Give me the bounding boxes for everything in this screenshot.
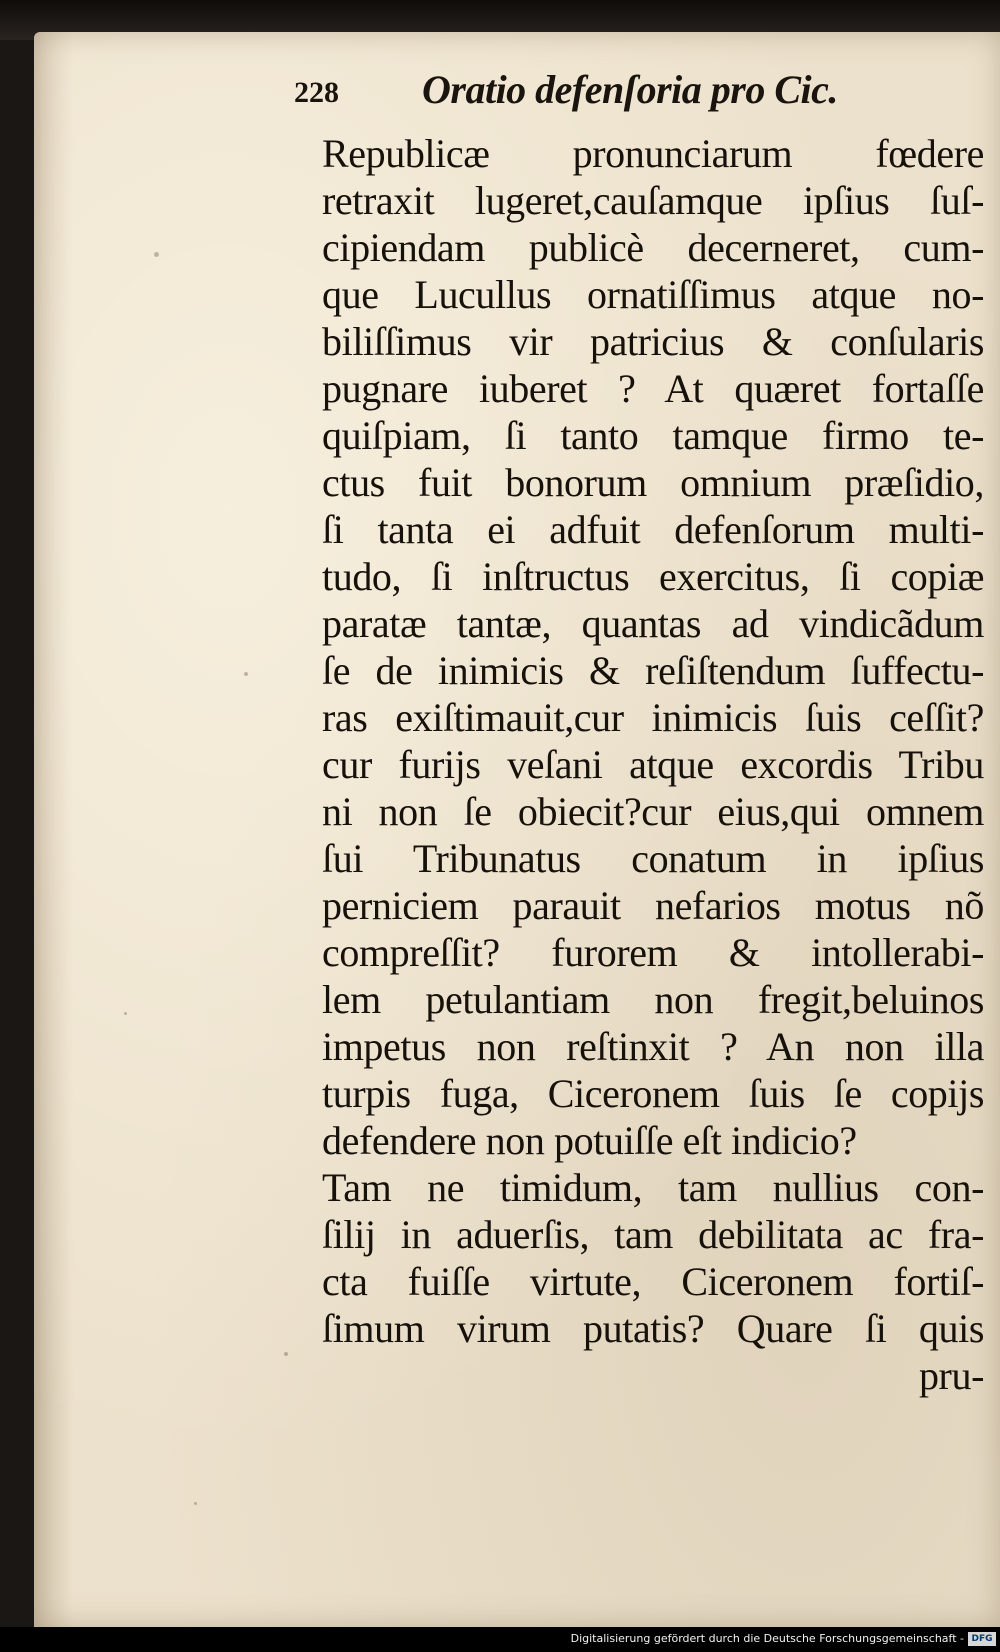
paper-speck — [244, 672, 248, 676]
text-line: perniciem parauit nefarios motus nõ — [322, 883, 984, 928]
text-line: tudo, ſi inſtructus exercitus, ſi copiæ — [322, 554, 984, 599]
page-header — [294, 56, 974, 116]
text-line: que Lucullus ornatiſſimus atque no- — [322, 272, 984, 317]
digitization-footer — [0, 1627, 1000, 1652]
body-text — [322, 130, 984, 1399]
text-line: ni non ſe obiecit?cur eius,qui omnem — [322, 789, 984, 834]
paper-speck — [194, 1502, 197, 1505]
paper-speck — [154, 252, 159, 257]
text-line: ſi tanta ei adfuit defenſorum multi- — [322, 507, 984, 552]
text-line: impetus non reſtinxit ? An non illa — [322, 1024, 984, 1069]
text-line: ctus fuit bonorum omnium præſidio, — [322, 460, 984, 505]
text-line: ſe de inimicis & reſiſtendum ſuffectu- — [322, 648, 984, 693]
text-line: Tam ne timidum, tam nullius con- — [322, 1165, 984, 1210]
text-line: compreſſit? furorem & intollerabi- — [322, 930, 984, 975]
dfg-logo: DFG — [968, 1632, 996, 1646]
footer-credit: Digitalisierung gefördert durch die Deutsche Forschungsgemeinschaft - — [570, 1632, 964, 1645]
text-line: retraxit lugeret,cauſamque ipſius ſuſ- — [322, 178, 984, 223]
text-line: cipiendam publicè decerneret, cum- — [322, 225, 984, 270]
text-line: cur furijs veſani atque excordis Tribu — [322, 742, 984, 787]
text-line: ſilij in aduerſis, tam debilitata ac fra- — [322, 1212, 984, 1257]
text-line: pugnare iuberet ? At quæret fortaſſe — [322, 366, 984, 411]
text-line: paratæ tantæ, quantas ad vindicãdum — [322, 601, 984, 646]
text-line: turpis fuga, Ciceronem ſuis ſe copijs — [322, 1071, 984, 1116]
text-line: quiſpiam, ſi tanto tamque firmo te- — [322, 413, 984, 458]
page-number: 228 — [294, 76, 339, 109]
text-line: ſimum virum putatis? Quare ſi quis — [322, 1306, 984, 1351]
running-head: Oratio defenſoria pro Cic. — [422, 67, 838, 112]
text-line: cta fuiſſe virtute, Ciceronem fortiſ- — [322, 1259, 984, 1304]
text-line: defendere non potuiſſe eſt indicio? — [322, 1118, 857, 1163]
text-line: ſui Tribunatus conatum in ipſius — [322, 836, 984, 881]
paper-speck — [284, 1352, 288, 1356]
text-line: Republicæ pronunciarum fœdere — [322, 131, 984, 176]
paper-speck — [124, 1012, 127, 1015]
text-line: lem petulantiam non fregit,beluinos — [322, 977, 984, 1022]
text-line: biliſſimus vir patricius & conſularis — [322, 319, 984, 364]
catchword: pru- — [918, 1353, 984, 1398]
text-line: ras exiſtimauit,cur inimicis ſuis ceſſit? — [322, 695, 984, 740]
